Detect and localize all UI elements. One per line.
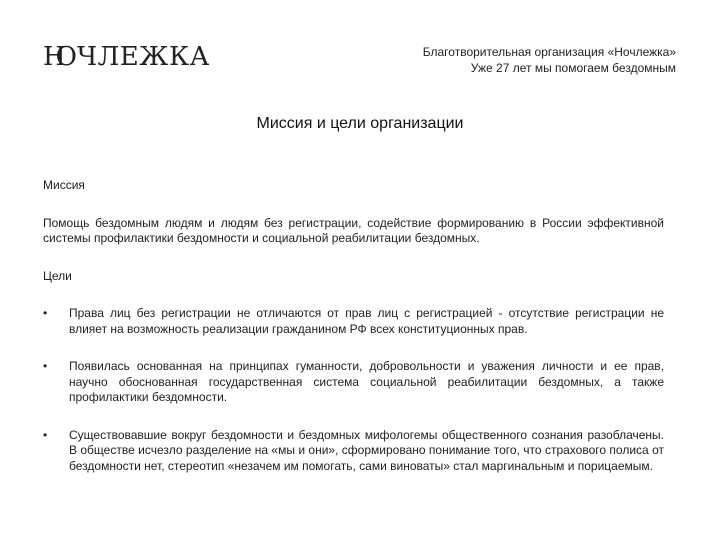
header-tagline — [423, 44, 676, 76]
goal-text: Существовавшие вокруг бездомности и бездомных мифологемы общественного сознания разоблачены. В обществе исчезло разделение на «мы и они», сформировано понимание того, что страхового полиса от бездомности нет, стереотип «незачем им помогать, сами виноваты» стал маргинальным и порицаемым. — [69, 427, 664, 473]
goal-item — [43, 306, 664, 337]
content — [43, 178, 664, 496]
goal-item — [43, 359, 664, 406]
logo — [43, 42, 210, 72]
page-title: Миссия и цели организации — [256, 115, 464, 132]
bullet: • — [43, 359, 48, 373]
mission-heading: Миссия — [43, 178, 85, 192]
goal-text: Появилась основанная на принципах гуманности, добровольности и уважения личности и ее прав, научно обоснованная государственная система социальной реабилитации бездомных, а также профилактики бездомности. — [69, 359, 664, 404]
goals-heading: Цели — [43, 268, 72, 283]
goal-text: Права лиц без регистрации не отличаются от прав лиц с регистрацией - отсутствие регистрации не влияет на возможность реализации гражданином РФ всех конституционных прав. — [69, 306, 664, 336]
goals-list — [43, 306, 664, 474]
logo-text: ЧЛЕЖКА — [77, 42, 210, 72]
tagline-line-2: Уже 27 лет мы помогаем бездомным — [470, 61, 676, 75]
goal-item — [43, 428, 664, 475]
bullet: • — [43, 427, 48, 442]
bullet: • — [43, 306, 48, 320]
logo-mark: НО — [43, 42, 67, 72]
mission-text: Помощь бездомным людям и людям без регистрации, содействие формированию в России эффективной системы профилактики бездомности и социальной реабилитации бездомных. — [43, 215, 664, 245]
tagline-line-1: Благотворительная организация «Ночлежка» — [422, 45, 676, 59]
